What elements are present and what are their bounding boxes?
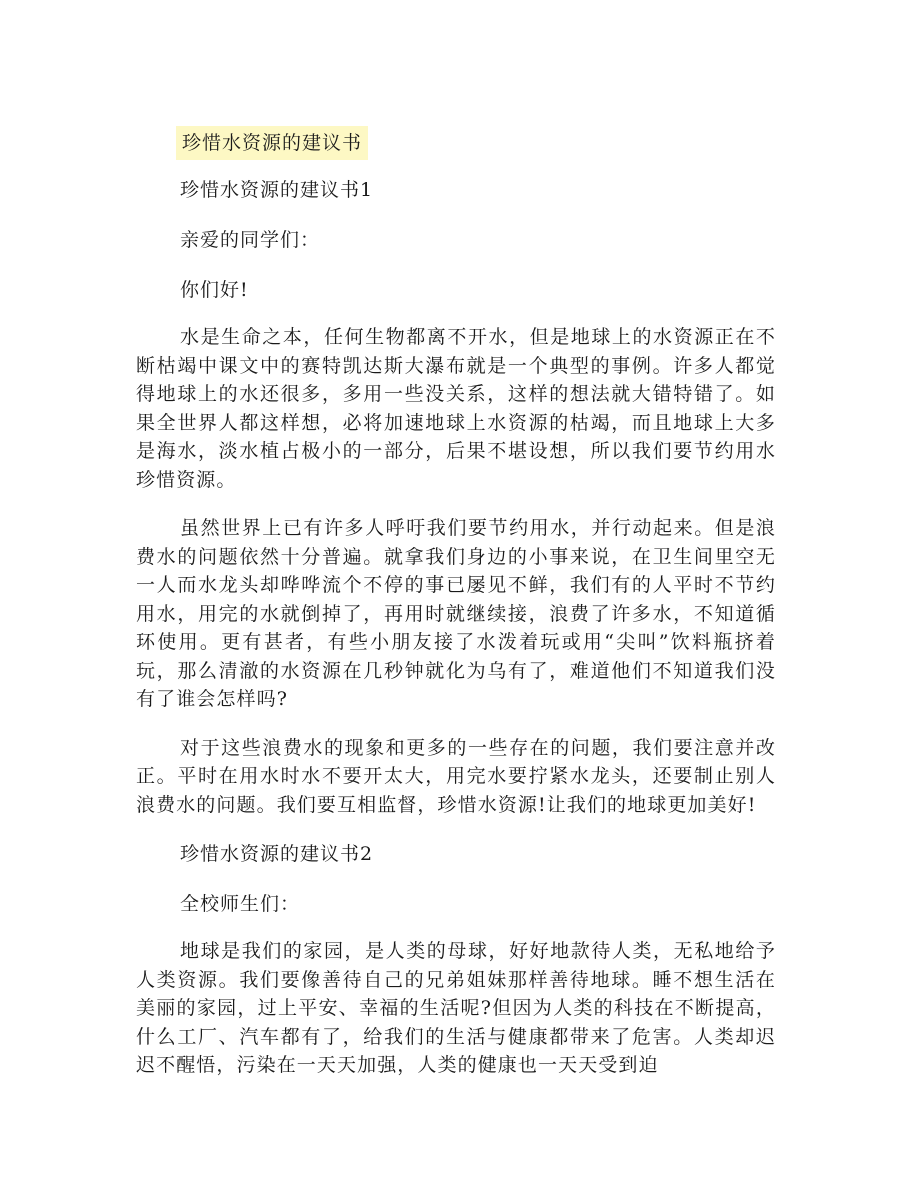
section-2-heading: 珍惜水资源的建议书2 — [180, 843, 374, 865]
section-1-heading: 珍惜水资源的建议书1 — [180, 179, 374, 201]
section-1-paragraph-1: 水是生命之本，任何生物都离不开水，但是地球上的水资源正在不断枯竭中课文中的赛特凯达斯大瀑布就是一个典型的事例。许多人都觉得地球上的水还很多，多用一些没关系，这样的想法就大错特错了。如果全世界人都这样想，必将加速地球上水资源的枯竭，而且地球上大多是海水，淡水植占极小的一部分，后果不堪设想，所以我们要节约用水珍惜资源。 — [136, 326, 776, 491]
document-title: 珍惜水资源的建议书 — [176, 126, 368, 160]
section-1-paragraph-2: 虽然世界上已有许多人呼吁我们要节约用水，并行动起来。但是浪费水的问题依然十分普遍。就拿我们身边的小事来说，在卫生间里空无一人而水龙头却哗哗流个不停的事已屡见不鲜，我们有的人平时不节约用水，用完的水就倒掉了，再用时就继续接，浪费了许多水，不知道循环使用。更有甚者，有些小朋友接了水泼着玩或用“尖叫”饮料瓶挤着玩，那么清澈的水资源在几秒钟就化为乌有了，难道他们不知道我们没有了谁会怎样吗? — [136, 517, 776, 710]
section-1-greeting: 你们好! — [180, 279, 249, 301]
section-1-paragraph-3: 对于这些浪费水的现象和更多的一些存在的问题，我们要注意并改正。平时在用水时水不要开太大，用完水要拧紧水龙头，还要制止别人浪费水的问题。我们要互相监督，珍惜水资源!让我们的地球更加美好! — [136, 736, 776, 816]
section-2-paragraph-1: 地球是我们的家园，是人类的母球，好好地款待人类，无私地给予人类资源。我们要像善待自己的兄弟姐妹那样善待地球。睡不想生活在美丽的家园，过上平安、幸福的生活呢?但因为人类的科技在不断提高，什么工厂、汽车都有了，给我们的生活与健康都带来了危害。人类却迟迟不醒悟，污染在一天天加强，人类的健康也一天天受到迫 — [136, 940, 776, 1076]
section-2-salutation: 全校师生们： — [180, 893, 301, 915]
section-1-salutation: 亲爱的同学们： — [180, 229, 321, 251]
document-page — [136, 118, 776, 1080]
